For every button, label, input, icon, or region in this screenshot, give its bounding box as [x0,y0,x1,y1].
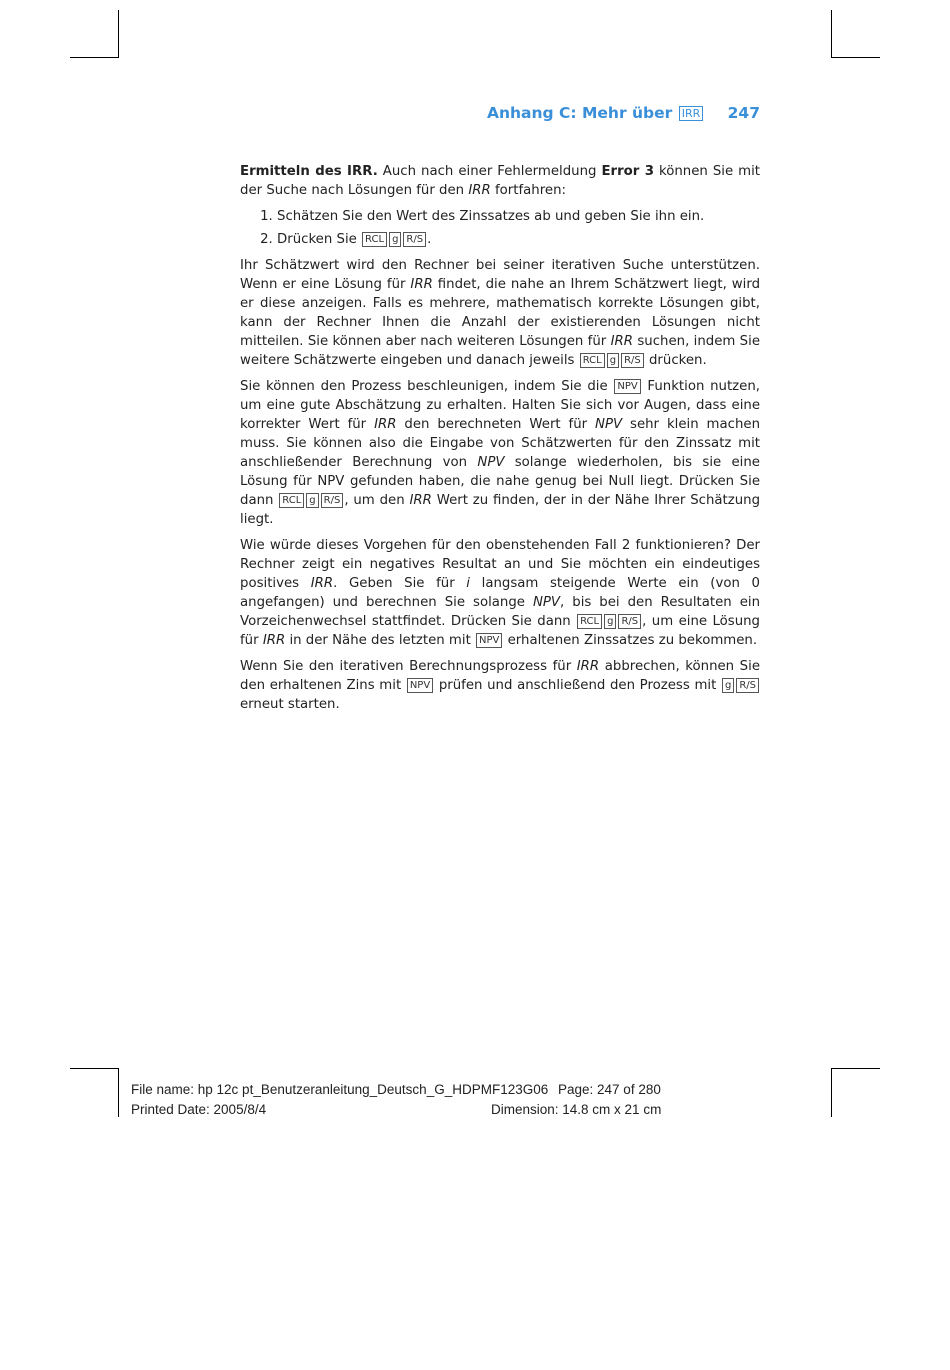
text-run: erhaltenen Zinssatzes zu bekommen. [503,633,758,648]
rcl-key-icon: RCL [580,353,605,368]
footer-file-name: File name: hp 12c pt_Benutzeranleitung_Deutsch_G_HDPMF123G06 [131,1082,549,1097]
text-run: , um den [344,493,410,508]
rcl-key-icon: RCL [362,232,387,247]
crop-mark-top-left-horizontal [70,57,119,58]
npv-key-icon: NPV [407,678,433,693]
text-run: abbrechen, können Sie den erhaltenen Zins mit [240,659,761,693]
footer-printed-date: Printed Date: 2005/8/4 [131,1102,267,1117]
crop-mark-top-right-horizontal [831,57,880,58]
rs-key-icon: R/S [618,614,641,629]
text-run: drücken. [644,353,707,368]
rcl-key-icon: RCL [577,614,602,629]
crop-mark-bottom-right-vertical [831,1068,832,1117]
footer-dimension: Dimension: 14.8 cm x 21 cm [491,1102,662,1117]
text-run: den berechneten Wert für [396,417,596,432]
step-text: Drücken Sie [277,232,362,247]
irr-term: IRR [374,417,397,432]
text-run: Ihr Schätzwert wird den Rechner bei seiner iterativen Suche unterstützen. Wenn er eine Lösung für [240,258,760,292]
npv-term: NPV [477,455,505,470]
crop-mark-bottom-right-horizontal [831,1068,880,1069]
text-run: sehr klein machen muss. Sie können also die Eingabe von Schätzwerten für den Zinssatz mit anschließender Berechnung von [240,417,760,470]
text-run: Sie können den Prozess beschleunigen, indem Sie die [240,379,614,394]
irr-term: IRR [310,576,334,591]
g-key-icon: g [306,493,318,508]
text-run: Wie würde dieses Vorgehen für den obenstehenden Fall 2 funktionieren? Der Rechner zeigt ein negatives Resultat an und Sie möchten ein eindeutiges positives [240,538,760,591]
paragraph-5 [240,657,760,714]
text-run: Auch nach einer Fehlermeldung [377,164,602,179]
paragraph-lead: Ermitteln des IRR. [240,164,378,179]
irr-key-icon: IRR [679,106,704,121]
interest-term: i [466,576,470,591]
text-run: können Sie mit der Suche nach Lösungen für den [240,164,760,198]
step-item [277,230,760,249]
paragraph-4 [240,536,760,650]
rs-key-icon: R/S [403,232,426,247]
g-key-icon: g [722,678,734,693]
irr-term: IRR [410,277,433,292]
crop-mark-bottom-left-vertical [118,1068,119,1117]
text-run: erneut starten. [240,697,340,712]
crop-mark-bottom-left-horizontal [70,1068,119,1069]
step-item [277,207,760,226]
npv-term: NPV [532,595,561,610]
text-run: solange wiederholen, bis sie eine Lösung für NPV gefunden haben, die nahe genug bei Null liegt. Drücken Sie dann [240,455,760,508]
footer-page: Page: 247 of 280 [558,1082,661,1097]
rs-key-icon: R/S [736,678,759,693]
text-run: . [427,232,432,247]
crop-mark-top-right-vertical [831,10,832,58]
g-key-icon: g [389,232,401,247]
text-run: suchen, indem Sie weitere Schätzwerte eingeben und danach jeweils [240,334,761,368]
irr-term: IRR [576,659,600,674]
steps-list [240,207,760,249]
step-text: Schätzen Sie den Wert des Zinssatzes ab und geben Sie ihn ein. [277,209,705,224]
irr-term: IRR [262,633,286,648]
paragraph-1 [240,162,760,200]
text-run: langsam steigende Werte ein (von 0 angefangen) und berechnen Sie solange [240,576,760,610]
text-run: , bis bei den Resultaten ein Vorzeichenwechsel stattfindet. Drücken Sie dann [240,595,760,629]
page-number: 247 [727,104,760,122]
npv-term: NPV [595,417,623,432]
text-run: fortfahren: [490,183,566,198]
text-run: prüfen und anschließend den Prozess mit [434,678,721,693]
irr-term: IRR [409,493,432,508]
text-run: , um eine Lösung für [240,614,760,648]
crop-mark-top-left-vertical [118,10,119,58]
text-run: Wert zu finden, der in der Nähe Ihrer Schätzung liegt. [240,493,761,527]
irr-term: IRR [468,183,491,198]
g-key-icon: g [607,353,619,368]
text-run: Funktion nutzen, um eine gute Abschätzung zu erhalten. Halten Sie sich vor Augen, dass eine korrekter Wert für [240,379,760,432]
text-run: Wenn Sie den iterativen Berechnungsprozess für [240,659,577,674]
text-run: . Geben Sie für [333,576,467,591]
rs-key-icon: R/S [321,493,344,508]
irr-term: IRR [610,334,634,349]
npv-key-icon: NPV [476,633,502,648]
g-key-icon: g [604,614,616,629]
header-title: Anhang C: Mehr über [486,104,673,122]
paragraph-3 [240,377,760,529]
text-run: findet, die nahe an Ihrem Schätzwert liegt, wird er diese anzeigen. Falls es mehrere, mathematisch korrekte Lösungen gibt, kann der Rechner Ihnen die Anzahl der existierenden Lösungen nicht mitteilen. Sie können aber nach weiteren Lösungen für [240,277,761,349]
running-header [240,104,760,122]
rcl-key-icon: RCL [279,493,304,508]
rs-key-icon: R/S [621,353,644,368]
page-content [240,162,760,721]
npv-key-icon: NPV [614,379,640,394]
error-message: Error 3 [601,164,655,179]
paragraph-2 [240,256,760,370]
text-run: in der Nähe des letzten mit [285,633,476,648]
